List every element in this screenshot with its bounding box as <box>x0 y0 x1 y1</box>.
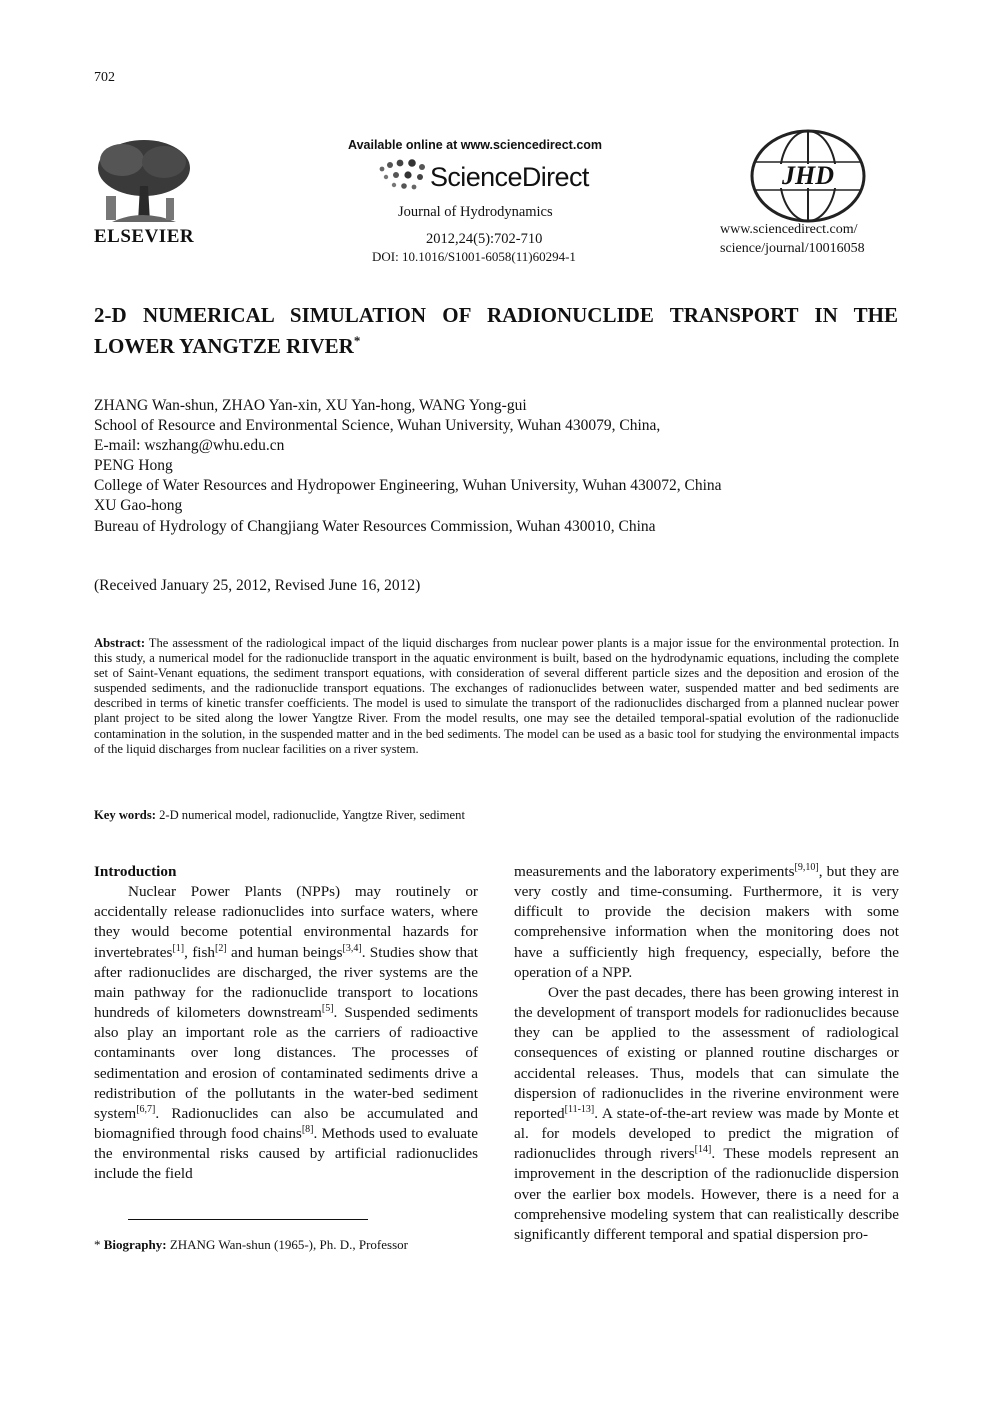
citation-reference: [5] <box>321 1003 334 1015</box>
sciencedirect-dots-icon <box>374 157 430 195</box>
footnote-text: ZHANG Wan-shun (1965-), Ph. D., Professor <box>169 1237 408 1252</box>
citation-reference: [9,10] <box>794 861 819 873</box>
author-line: ZHANG Wan-shun, ZHAO Yan-xin, XU Yan-hong, WANG Yong-gui <box>94 397 527 414</box>
biography-footnote <box>94 1237 408 1253</box>
citation-reference: [8] <box>301 1123 314 1135</box>
footnote-rule <box>128 1219 368 1220</box>
affiliation-line: School of Resource and Environmental Science, Wuhan University, Wuhan 430079, China, <box>94 417 661 435</box>
citation-reference: [6,7] <box>136 1103 156 1115</box>
citation-reference: [11-13] <box>564 1103 595 1115</box>
body-column-right <box>514 862 899 1245</box>
keywords-label: Key words: <box>94 808 156 822</box>
paper-title <box>94 302 898 359</box>
keywords <box>94 808 899 823</box>
available-online-text: Available online at www.sciencedirect.com <box>348 138 603 152</box>
body-column-left <box>94 862 478 1185</box>
title-footnote-mark: * <box>353 333 361 348</box>
citation-reference: [2] <box>215 942 227 954</box>
jhd-logo-text: JHD <box>782 161 834 190</box>
intro-paragraph-1: Nuclear Power Plants (NPPs) may routinely or accidentally release radionuclides into surface waters, where they would become potential environmental hazards for invertebrates[1], fish[2] and human beings[3,4]. Studies show that after radionuclides are discharged, the river systems are the main pathway for the radionuclide transport to locations hundreds of kilometers downstream[5]. Suspended sediments also play an important role as the carriers of radioactive contaminants over long distances. The processes of sedimentation and erosion of contaminated sediments drive a redistribution of the pollutants in the water-bed sediment system[6,7]. Radionuclides can also be accumulated and biomagnified through food chains[8]. Methods used to evaluate the environmental risks caused by artificial radionuclides include the field <box>94 883 478 1183</box>
affiliation-line: Bureau of Hydrology of Changjiang Water Resources Commission, Wuhan 430010, China <box>94 517 656 535</box>
abstract <box>94 636 899 757</box>
received-dates: (Received January 25, 2012, Revised June 16, 2012) <box>94 577 421 594</box>
doi: DOI: 10.1016/S1001-6058(11)60294-1 <box>372 249 576 264</box>
paper-title-text: 2-D NUMERICAL SIMULATION OF RADIONUCLIDE TRANSPORT IN THE LOWER YANGTZE RIVER <box>94 303 898 358</box>
page-number: 702 <box>94 70 115 85</box>
intro-paragraph-1-continued: measurements and the laboratory experiments[9,10], but they are very costly and time-consuming. Furthermore, it is very difficult to provide the decision makers with some comprehensive information when the monitoring does not have a sufficiently high frequency, especially, before the operation of a NPP. <box>514 861 899 981</box>
sciencedirect-wordmark: ScienceDirect <box>430 162 589 192</box>
email-line: E-mail: wszhang@whu.edu.cn <box>94 437 285 455</box>
author-block <box>94 396 898 537</box>
author-line: XU Gao-hong <box>94 497 183 515</box>
journal-name: Journal of Hydrodynamics <box>398 204 553 220</box>
abstract-text: The assessment of the radiological impact of the liquid discharges from nuclear power plants is a major issue for the environmental protection. In this study, a numerical model for the radionuclide transport in the aquatic environment is built, based on the hydrodynamic equations, including the complete set of Saint-Venant equations, the sediment transport equations, with consideration of several different particle sizes and the deposition and erosion of the suspended sediments, and the radionuclide transport equations. The exchanges of radionuclides between water, suspended matter and bed sediments are described in terms of kinetic transfer coefficients. The model is used to simulate the transport of the radionuclides discharged from a planned nuclear power plant project to be sited along the lower Yangtze River. From the model results, one may see the detailed temporal-spatial evolution of the radionuclide contamination in the solution, in the suspended matter and in the bed sediments. The model can be used as a basic tool for studying the environmental impacts of the liquid discharges from nuclear facilities on a river system. <box>94 636 899 756</box>
affiliation-line: College of Water Resources and Hydropower Engineering, Wuhan University, Wuhan 430072, China <box>94 477 722 495</box>
citation-reference: [14] <box>694 1144 712 1156</box>
elsevier-wordmark: ELSEVIER <box>94 226 195 247</box>
footnote-label: Biography: <box>103 1237 167 1252</box>
author-line: PENG Hong <box>94 457 173 475</box>
journal-url-line2: science/journal/10016058 <box>720 241 865 256</box>
section-heading-introduction: Introduction <box>94 863 177 880</box>
journal-url-line1: www.sciencedirect.com/ <box>720 222 858 237</box>
keywords-text: 2-D numerical model, radionuclide, Yangtze River, sediment <box>159 808 465 822</box>
citation-reference: [1] <box>172 942 185 954</box>
abstract-label: Abstract: <box>94 636 146 650</box>
volume-pages: 2012,24(5):702-710 <box>426 231 543 247</box>
citation-reference: [3,4] <box>342 942 362 954</box>
intro-paragraph-2: Over the past decades, there has been growing interest in the development of transport models for radionuclides because they can be applied to the assessment of radiological consequences of existing or planned routine discharges or accidental releases. Thus, models that can simulate the dispersion of radionuclides in the riverine environment were reported[11-13]. A state-of-the-art review was made by Monte et al. for models developed to predict the migration of radionuclides through rivers[14]. These models represent an improvement in the description of the radionuclide dispersion over the earlier box models. However, there is a need for a comprehensive modeling system that can realistically describe significantly different temporal and spatial dispersion pro- <box>514 983 899 1243</box>
jhd-globe-logo <box>748 128 868 224</box>
footnote-mark: * <box>94 1237 101 1252</box>
